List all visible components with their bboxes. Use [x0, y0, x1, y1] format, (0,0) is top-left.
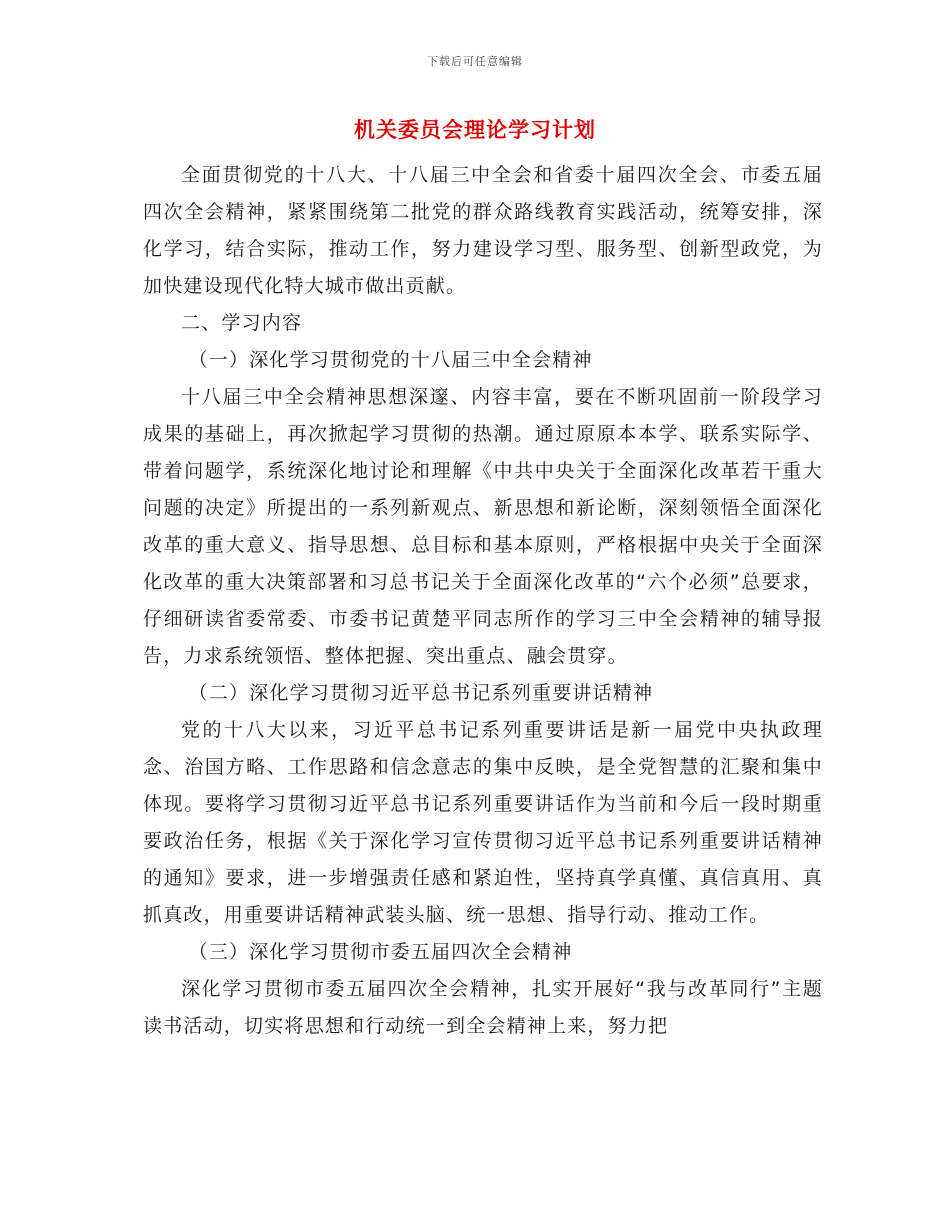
document-title: 机关委员会理论学习计划	[354, 118, 596, 142]
document-body	[143, 157, 823, 1045]
item-heading-1: （一）深化学习贯彻党的十八届三中全会精神	[188, 349, 593, 371]
item-body-3: 深化学习贯彻市委五届四次全会精神，扎实开展好“我与改革同行”主题读书活动，切实将思想和行动统一到全会精神上来，努力把	[143, 978, 823, 1037]
header-note: 下载后可任意编辑	[427, 55, 523, 68]
intro-paragraph: 全面贯彻党的十八大、十八届三中全会和省委十届四次全会、市委五届四次全会精神，紧紧围绕第二批党的群众路线教育实践活动，统筹安排，深化学习，结合实际，推动工作，努力建设学习型、服务型、创新型政党，为加快建设现代化特大城市做出贡献。	[143, 164, 823, 297]
item-heading-3: （三）深化学习贯彻市委五届四次全会精神	[188, 941, 573, 963]
item-heading-2: （二）深化学习贯彻习近平总书记系列重要讲话精神	[188, 682, 654, 704]
section-heading: 二、学习内容	[181, 312, 303, 334]
item-body-1: 十八届三中全会精神思想深邃、内容丰富，要在不断巩固前一阶段学习成果的基础上，再次掀起学习贯彻的热潮。通过原原本本学、联系实际学、带着问题学，系统深化地讨论和理解《中共中央关于全面深化改革若干重大问题的决定》所提出的一系列新观点、新思想和新论断，深刻领悟全面深化改革的重大意义、指导思想、总目标和基本原则，严格根据中央关于全面深化改革的重大决策部署和习总书记关于全面深化改革的“六个必须”总要求，仔细研读省委常委、市委书记黄楚平同志所作的学习三中全会精神的辅导报告，力求系统领悟、整体把握、突出重点、融会贯穿。	[143, 386, 823, 667]
item-body-2: 党的十八大以来，习近平总书记系列重要讲话是新一届党中央执政理念、治国方略、工作思路和信念意志的集中反映，是全党智慧的汇聚和集中体现。要将学习贯彻习近平总书记系列重要讲话作为当前和今后一段时期重要政治任务，根据《关于深化学习宣传贯彻习近平总书记系列重要讲话精神的通知》要求，进一步增强责任感和紧迫性，坚持真学真懂、真信真用、真抓真改，用重要讲话精神武装头脑、统一思想、指导行动、推动工作。	[143, 719, 823, 926]
